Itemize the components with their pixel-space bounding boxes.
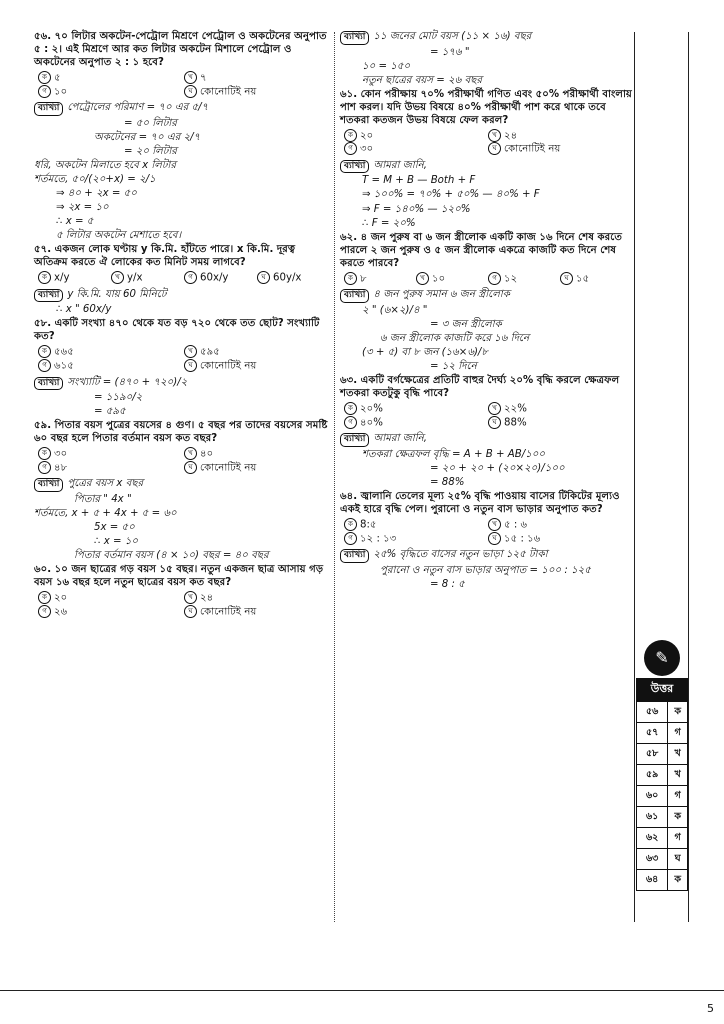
options-60	[38, 591, 330, 618]
explanation-62-line: (৩ + ৫) বা ৮ জন (১৬×৬)/৮	[362, 346, 488, 358]
option-57-a: ক x/y	[38, 271, 111, 285]
option-marker: ঘ	[488, 532, 501, 545]
option-marker: খ	[184, 71, 197, 84]
answer-value: ক	[668, 870, 688, 891]
explanation-62-line: = ৩ জন স্ত্রীলোক	[430, 318, 502, 330]
question-57: ৫৭. একজন লোক ঘণ্টায় y কি.মি. হাঁটতে পারে। x কি.মি. দূরত্ব অতিক্রম করতে ঐ লোকের কত মিনিট সময় লাগবে?	[34, 244, 296, 269]
option-56-a: ক ৫	[38, 71, 184, 85]
option-61-a: ক ২০	[344, 129, 488, 143]
option-59-d: ঘ কোনোটিই নয়	[184, 461, 330, 475]
explanation-56-line: ৫ লিটার অকটেন মেশাতে হবে।	[56, 230, 182, 242]
explanation-58-line: ব্যাখ্যা সংখ্যাটি = (৪৭০ + ৭২০)/২	[34, 376, 330, 391]
explanation-badge: ব্যাখ্যা	[34, 478, 63, 492]
option-61-c: গ ৩০	[344, 142, 488, 156]
explanation-57-line: ব্যাখ্যা y কি.মি. যায় 60 মিনিটে	[34, 288, 330, 303]
option-58-b: খ ৫৯৫	[184, 345, 330, 359]
explanation-61-line: T = M + B — Both + F	[362, 175, 476, 187]
option-64-a: ক 8:৫	[344, 518, 488, 532]
answer-value: ক	[668, 702, 688, 723]
option-marker: খ	[184, 447, 197, 460]
option-64-b: খ ৫ : ৬	[488, 518, 632, 532]
explanation-badge: ব্যাখ্যা	[34, 377, 63, 391]
options-56	[38, 71, 330, 98]
answer-row	[637, 849, 688, 870]
option-56-b: খ ৭	[184, 71, 330, 85]
answer-question-number: ৬৪	[637, 870, 668, 891]
option-64-d: ঘ ১৫ : ১৬	[488, 532, 632, 546]
option-63-a: ক ২০%	[344, 402, 488, 416]
question-60: ৬০. ১০ জন ছাত্রের গড় বয়স ১৫ বছর। নতুন একজন ছাত্র আসায় গড় বয়স ১৬ বছর হলে নতুন ছাত্রের বয়স কত বছর?	[34, 564, 324, 589]
question-63: ৬৩. একটি বর্গক্ষেত্রের প্রতিটি বাহুর দৈর্ঘ্য ২০% বৃদ্ধি করলে ক্ষেত্রফল শতকরা কতটুকু বৃদ্ধি পাবে?	[340, 375, 620, 400]
explanation-59-line: 5x = ৫০	[94, 521, 135, 533]
option-57-d: ঘ 60y/x	[257, 271, 330, 285]
explanation-59-line: ∴ x = ১০	[94, 536, 138, 548]
option-57-c: গ 60x/y	[184, 271, 257, 285]
option-59-b: খ ৪০	[184, 447, 330, 461]
option-marker: খ	[184, 345, 197, 358]
option-61-b: খ ২৪	[488, 129, 632, 143]
option-marker: গ	[38, 359, 51, 372]
explanation-62-line: ব্যাখ্যা ৪ জন পুরুষ সমান ৬ জন স্ত্রীলোক	[340, 288, 632, 303]
explanation-64-line: পুরানো ও নতুন বাস ভাড়ার অনুপাত = ১০০ : ১২৫	[380, 564, 591, 576]
answer-question-number: ৫৬	[637, 702, 668, 723]
options-59	[38, 447, 330, 474]
explanation-badge: ব্যাখ্যা	[34, 102, 63, 116]
explanation-61-line: ⇒ F = ১৪০% — ১২০%	[362, 203, 471, 215]
option-62-d: ঘ ১৫	[560, 272, 632, 286]
explanation-56-line: = ৫০ লিটার	[124, 117, 177, 129]
option-marker: ঘ	[257, 271, 270, 284]
answer-value: গ	[668, 723, 688, 744]
option-marker: খ	[111, 271, 124, 284]
explanation-63-line: = ২০ + ২০ + (২০×২০)/১০০	[430, 462, 565, 474]
option-60-c: গ ২৬	[38, 605, 184, 619]
answer-value: ক	[668, 807, 688, 828]
answer-question-number: ৬৩	[637, 849, 668, 870]
options-61	[344, 129, 632, 156]
answer-value: গ	[668, 786, 688, 807]
option-marker: ক	[38, 71, 51, 84]
option-marker: গ	[344, 416, 357, 429]
option-marker: ক	[344, 129, 357, 142]
option-62-c: গ ১২	[488, 272, 560, 286]
explanation-badge: ব্যাখ্যা	[340, 549, 369, 563]
option-marker: ক	[344, 402, 357, 415]
answer-row	[637, 723, 688, 744]
option-marker: ঘ	[560, 272, 573, 285]
explanation-56-line: = ২০ লিটার	[124, 145, 177, 157]
explanation-badge: ব্যাখ্যা	[340, 433, 369, 447]
page-number: 5	[707, 1002, 714, 1015]
option-marker: ক	[38, 271, 51, 284]
answer-key-title: উত্তর	[636, 678, 688, 701]
explanation-63-line: = 88%	[430, 476, 465, 488]
option-60-d: ঘ কোনোটিই নয়	[184, 605, 330, 619]
explanation-62-line: ২ " (৬×২)/৪ "	[362, 304, 428, 316]
explanation-64-line: = 8 : ৫	[430, 578, 465, 590]
question-56: ৫৬. ৭০ লিটার অকটেন-পেট্রোল মিশ্রণে পেট্রোল ও অকটেনের অনুপাত ৫ : ২। এই মিশ্রণে আর কত লিটার অকটেন মিশালে পেট্রোল ও অকটেনের অনুপাত ২ : ১ হবে?	[34, 31, 327, 69]
option-marker: ঘ	[184, 461, 197, 474]
answer-value: গ	[668, 828, 688, 849]
explanation-63-line: শতকরা ক্ষেত্রফল বৃদ্ধি = A + B + AB/১০০	[362, 448, 546, 460]
footer-rule	[0, 990, 724, 991]
option-marker: গ	[344, 142, 357, 155]
options-58	[38, 345, 330, 372]
option-marker: ক	[344, 272, 357, 285]
option-marker: ক	[344, 518, 357, 531]
option-marker: গ	[184, 271, 197, 284]
answer-column-rule-left	[634, 32, 635, 922]
explanation-56-line: ∴ x = ৫	[56, 216, 94, 228]
explanation-56-line: ⇒ ২x = ১০	[56, 202, 109, 214]
explanation-59-line: পিতার " 4x "	[74, 493, 132, 505]
explanation-62-line: = ১২ দিনে	[430, 360, 477, 372]
explanation-58-line: = ১১৯০/২	[94, 392, 143, 404]
explanation-badge: ব্যাখ্যা	[340, 289, 369, 303]
answer-row	[637, 786, 688, 807]
options-62	[344, 272, 632, 286]
column-divider	[334, 32, 335, 922]
option-marker: গ	[38, 85, 51, 98]
answer-column-rule-right	[688, 32, 689, 922]
option-61-d: ঘ কোনোটিই নয়	[488, 142, 632, 156]
explanation-59-line: পিতার বর্তমান বয়স (৪ × ১০) বছর = ৪০ বছর	[74, 550, 269, 562]
answer-key	[636, 640, 688, 891]
option-62-a: ক ৮	[344, 272, 416, 286]
answer-row	[637, 702, 688, 723]
explanation-59-line: শর্তমতে, x + ৫ + 4x + ৫ = ৬০	[34, 507, 177, 519]
option-56-c: গ ১০	[38, 85, 184, 99]
answer-value: খ	[668, 744, 688, 765]
option-marker: খ	[488, 129, 501, 142]
explanation-60-line: নতুন ছাত্রের বয়স = ২৬ বছর	[362, 74, 482, 86]
option-marker: ঘ	[488, 142, 501, 155]
option-marker: গ	[38, 461, 51, 474]
explanation-56-line: ব্যাখ্যা পেট্রোলের পরিমাণ = ৭০ এর ৫/৭	[34, 101, 330, 116]
options-64	[344, 518, 632, 545]
answer-question-number: ৫৮	[637, 744, 668, 765]
explanation-62-line: ৬ জন স্ত্রীলোক কাজটি করে ১৬ দিনে	[380, 332, 530, 344]
option-56-d: ঘ কোনোটিই নয়	[184, 85, 330, 99]
option-marker: গ	[488, 272, 501, 285]
explanation-61-line: ∴ F = ২০%	[362, 217, 416, 229]
explanation-57-line: ∴ x " 60x/y	[56, 304, 112, 316]
explanation-56-line: শর্তমতে, ৫০/(২০+x) = ২/১	[34, 173, 156, 185]
option-64-c: গ ১২ : ১৩	[344, 532, 488, 546]
option-marker: খ	[416, 272, 429, 285]
option-60-b: খ ২৪	[184, 591, 330, 605]
explanation-badge: ব্যাখ্যা	[340, 160, 369, 174]
answer-row	[637, 765, 688, 786]
answer-question-number: ৬০	[637, 786, 668, 807]
explanation-58-line: = ৫৯৫	[94, 406, 126, 418]
option-marker: ঘ	[184, 85, 197, 98]
option-58-d: ঘ কোনোটিই নয়	[184, 359, 330, 373]
option-marker: গ	[344, 532, 357, 545]
explanation-60-line: ব্যাখ্যা ১১ জনের মোট বয়স (১১ × ১৬) বছর	[340, 30, 632, 45]
option-marker: খ	[184, 591, 197, 604]
option-marker: ঘ	[184, 359, 197, 372]
option-63-c: গ ৪০%	[344, 416, 488, 430]
pencil-icon: ✎	[644, 640, 680, 676]
option-marker: ক	[38, 447, 51, 460]
option-62-b: খ ১০	[416, 272, 488, 286]
option-marker: খ	[488, 402, 501, 415]
answer-question-number: ৫৭	[637, 723, 668, 744]
answer-row	[637, 807, 688, 828]
option-59-a: ক ৩০	[38, 447, 184, 461]
answer-question-number: ৬১	[637, 807, 668, 828]
options-63	[344, 402, 632, 429]
explanation-badge: ব্যাখ্যা	[34, 289, 63, 303]
explanation-61-line: ব্যাখ্যা আমরা জানি,	[340, 159, 632, 174]
explanation-60-line: ১০ = ১৫০	[362, 60, 411, 72]
explanation-badge: ব্যাখ্যা	[340, 31, 369, 45]
left-column	[34, 30, 330, 621]
explanation-56-line: ⇒ ৪০ + ২x = ৫০	[56, 187, 137, 199]
answer-value: খ	[668, 765, 688, 786]
question-59: ৫৯. পিতার বয়স পুত্রের বয়সের ৪ গুণ। ৫ বছর পর তাদের বয়সের সমষ্টি ৬০ বছর হলে পিতার বর্তমান বয়স কত বছর?	[34, 420, 328, 445]
explanation-60-line: = ১৭৬ "	[430, 46, 470, 58]
option-60-a: ক ২০	[38, 591, 184, 605]
question-64: ৬৪. জ্বালানি তেলের মূল্য ২৫% বৃদ্ধি পাওয়ায় বাসের টিকিটের মূল্যও একই হারে বৃদ্ধি পেল। পুরানো ও নতুন বাস ভাড়ার অনুপাত কত?	[340, 490, 620, 515]
option-58-a: ক ৫৬৫	[38, 345, 184, 359]
explanation-63-line: ব্যাখ্যা আমরা জানি,	[340, 432, 632, 447]
explanation-59-line: ব্যাখ্যা পুত্রের বয়স x বছর	[34, 477, 330, 492]
explanation-64-line: ব্যাখ্যা ২৫% বৃদ্ধিতে বাসের নতুন ভাড়া ১২৫ টাকা	[340, 548, 632, 563]
answer-table	[636, 701, 688, 891]
option-63-d: ঘ 88%	[488, 416, 632, 430]
option-marker: ঘ	[488, 416, 501, 429]
option-58-c: গ ৬১৫	[38, 359, 184, 373]
explanation-56-line: অকটেনের = ৭০ এর ২/৭	[94, 131, 201, 143]
option-marker: ক	[38, 591, 51, 604]
answer-row	[637, 828, 688, 849]
answer-value: ঘ	[668, 849, 688, 870]
middle-column	[340, 30, 632, 592]
answer-row	[637, 744, 688, 765]
answer-question-number: ৫৯	[637, 765, 668, 786]
explanation-61-line: ⇒ ১০০% = ৭০% + ৫০% — ৪০% + F	[362, 189, 540, 201]
question-61: ৬১. কোন পরীক্ষায় ৭০% পরীক্ষার্থী গণিত এবং ৫০% পরীক্ষার্থী বাংলায় পাশ করল। যদি উভয় বিষয়ে ৪০% পরীক্ষার্থী পাশ করে থাকে তবে শতকরা কতজন উভয় বিষয়ে ফেল করল?	[340, 88, 632, 126]
answer-row	[637, 870, 688, 891]
option-marker: ক	[38, 345, 51, 358]
answer-question-number: ৬২	[637, 828, 668, 849]
option-57-b: খ y/x	[111, 271, 184, 285]
question-58: ৫৮. একটি সংখ্যা ৪৭০ থেকে যত বড় ৭২০ থেকে তত ছোট? সংখ্যাটি কত?	[34, 318, 320, 343]
option-marker: খ	[488, 518, 501, 531]
option-59-c: গ ৪৮	[38, 461, 184, 475]
option-marker: গ	[38, 605, 51, 618]
question-62: ৬২. ৪ জন পুরুষ বা ৬ জন স্ত্রীলোক একটি কাজ ১৬ দিনে শেষ করতে পারলে ২ জন পুরুষ ও ৫ জন স্ত্রীলোক একত্রে কাজটি কত দিনে শেষ করতে পারবে?	[340, 231, 622, 269]
options-57	[38, 271, 330, 285]
explanation-56-line: ধরি, অকটেন মিলাতে হবে x লিটার	[34, 159, 176, 171]
option-63-b: খ ২২%	[488, 402, 632, 416]
option-marker: ঘ	[184, 605, 197, 618]
